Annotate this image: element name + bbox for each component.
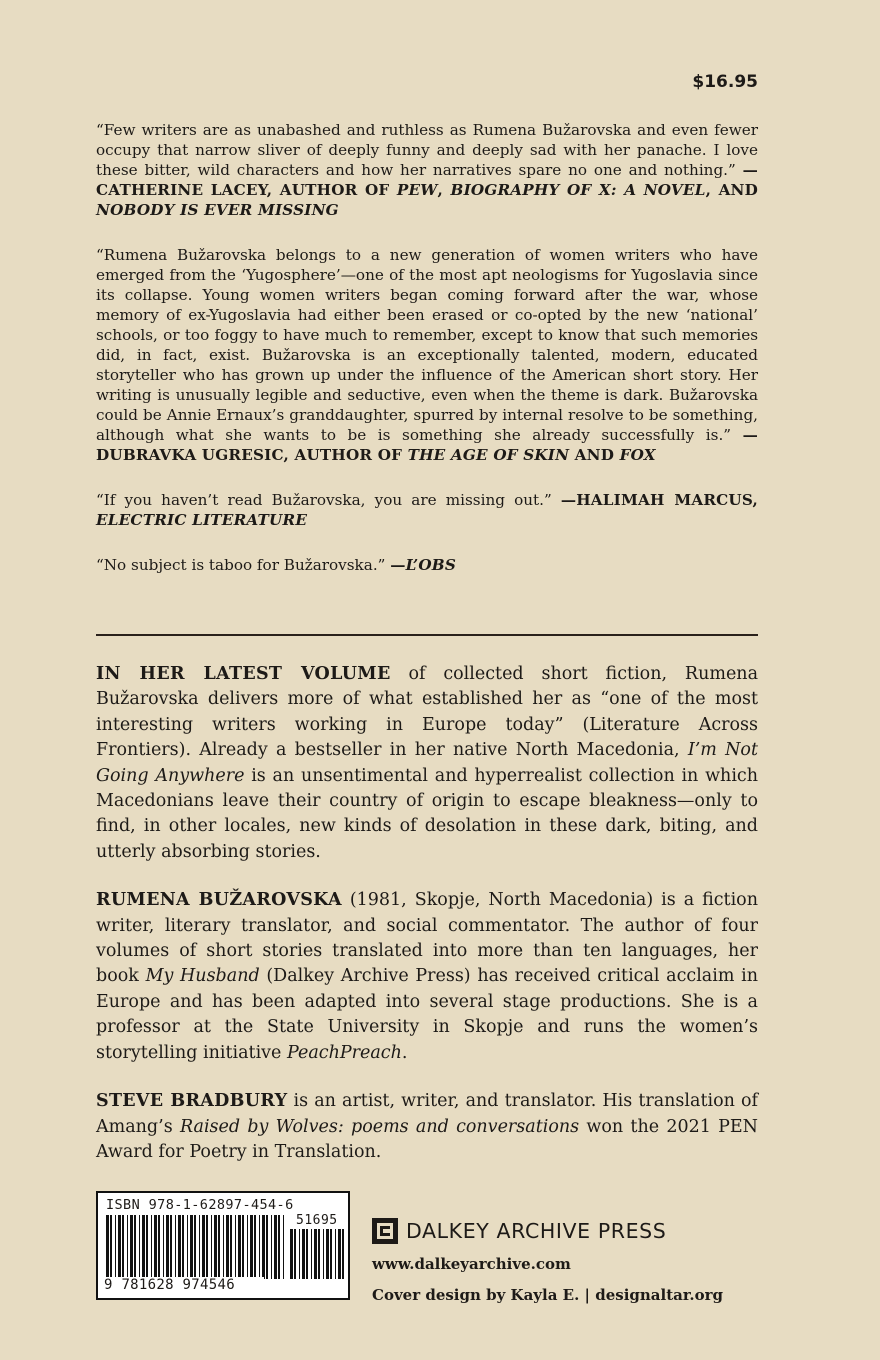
- quote-3: [96, 490, 758, 530]
- quote-text: “Rumena Bužarovska belongs to a new generation of women writers who have emerged from the ‘Yugosphere’—one of the most apt neologisms for Yugoslavia since its collapse. Young women writers began coming forward after the war, whose memory of ex-Yugoslavia had either been erased or co-opted by the new ‘national’ schools, or too foggy to have much to remember, except to know that such memories did, in fact, exist. Bužarovska is an exceptionally talented, modern, educated storyteller who has grown up under the influence of the American short story. Her writing is unusually legible and seductive, even when the theme is dark. Bužarovska could be Annie Ernaux’s granddaughter, spurred by internal resolve to be something, although what she wants to be is something she already successfully is.”: [96, 246, 758, 444]
- author-bio: RUMENA BUŽAROVSKA (1981, Skopje, North Macedonia) is a fiction writer, literary translator, and social commentator. The author of four volumes of short stories translated into more than ten languages, her book My Husband (Dalkey Archive Press) has received critical acclaim in Europe and has been adapted into several stage productions. She is a professor at the State University in Skopje and runs the women’s storytelling initiative PeachPreach.: [96, 890, 758, 1063]
- endorsement-quotes: [96, 120, 758, 600]
- description-paragraph: IN HER LATEST VOLUME of collected short fiction, Rumena Bužarovska delivers more of what established her as “one of the most interesting writers working in Europe today” (Literature Across Frontiers). Already a bestseller in her native North Macedonia, I’m Not Going Anywhere is an unsentimental and hyperrealist collection in which Macedonians leave their country of origin to escape bleakness—only to find, in other locales, new kinds of desolation in these dark, biting, and utterly absorbing stories.: [96, 664, 759, 862]
- publisher-name: DALKEY ARCHIVE PRESS: [406, 1219, 667, 1243]
- quote-attribution: —HALIMAH MARCUS, ELECTRIC LITERATURE: [96, 491, 758, 529]
- quote-2: [96, 245, 758, 465]
- book-description: [96, 662, 758, 1188]
- publisher-url[interactable]: www.dalkeyarchive.com: [372, 1255, 571, 1273]
- quote-attribution: —L’OBS: [390, 556, 456, 574]
- quote-4: [96, 555, 758, 575]
- section-divider: [96, 634, 758, 636]
- translator-bio: STEVE BRADBURY is an artist, writer, and translator. His translation of Amang’s Raised by Wolves: poems and conversations won the 2021 PEN Award for Poetry in Translation.: [96, 1091, 758, 1162]
- isbn-number: ISBN 978-1-62897-454-6: [106, 1197, 294, 1213]
- quote-1: [96, 120, 758, 220]
- addon-barcode-bars: [290, 1229, 344, 1279]
- quote-attribution: —DUBRAVKA UGRESIC, AUTHOR OF THE AGE OF SKIN AND FOX: [96, 426, 758, 464]
- cover-design-credit: Cover design by Kayla E. | designaltar.org: [372, 1286, 723, 1304]
- price-label: $16.95: [692, 72, 758, 92]
- isbn-barcode: [96, 1191, 350, 1300]
- price-addon-number: 51695: [296, 1213, 338, 1228]
- publisher-block: [372, 1218, 666, 1244]
- ean-number: 9 781628 974546: [104, 1277, 264, 1293]
- barcode-bars: [106, 1215, 284, 1279]
- quote-text: “If you haven’t read Bužarovska, you are missing out.”: [96, 491, 561, 509]
- quote-text: “No subject is taboo for Bužarovska.”: [96, 556, 391, 574]
- publisher-logo-icon: [372, 1218, 398, 1244]
- quote-attribution: —CATHERINE LACEY, AUTHOR OF PEW, BIOGRAPHY OF X: A NOVEL, AND NOBODY IS EVER MISSING: [96, 161, 759, 219]
- quote-text: “Few writers are as unabashed and ruthless as Rumena Bužarovska and even fewer occupy that narrow sliver of deeply funny and deeply sad with her panache. I love these bitter, wild characters and how her narratives spare no one and nothing.”: [96, 121, 758, 179]
